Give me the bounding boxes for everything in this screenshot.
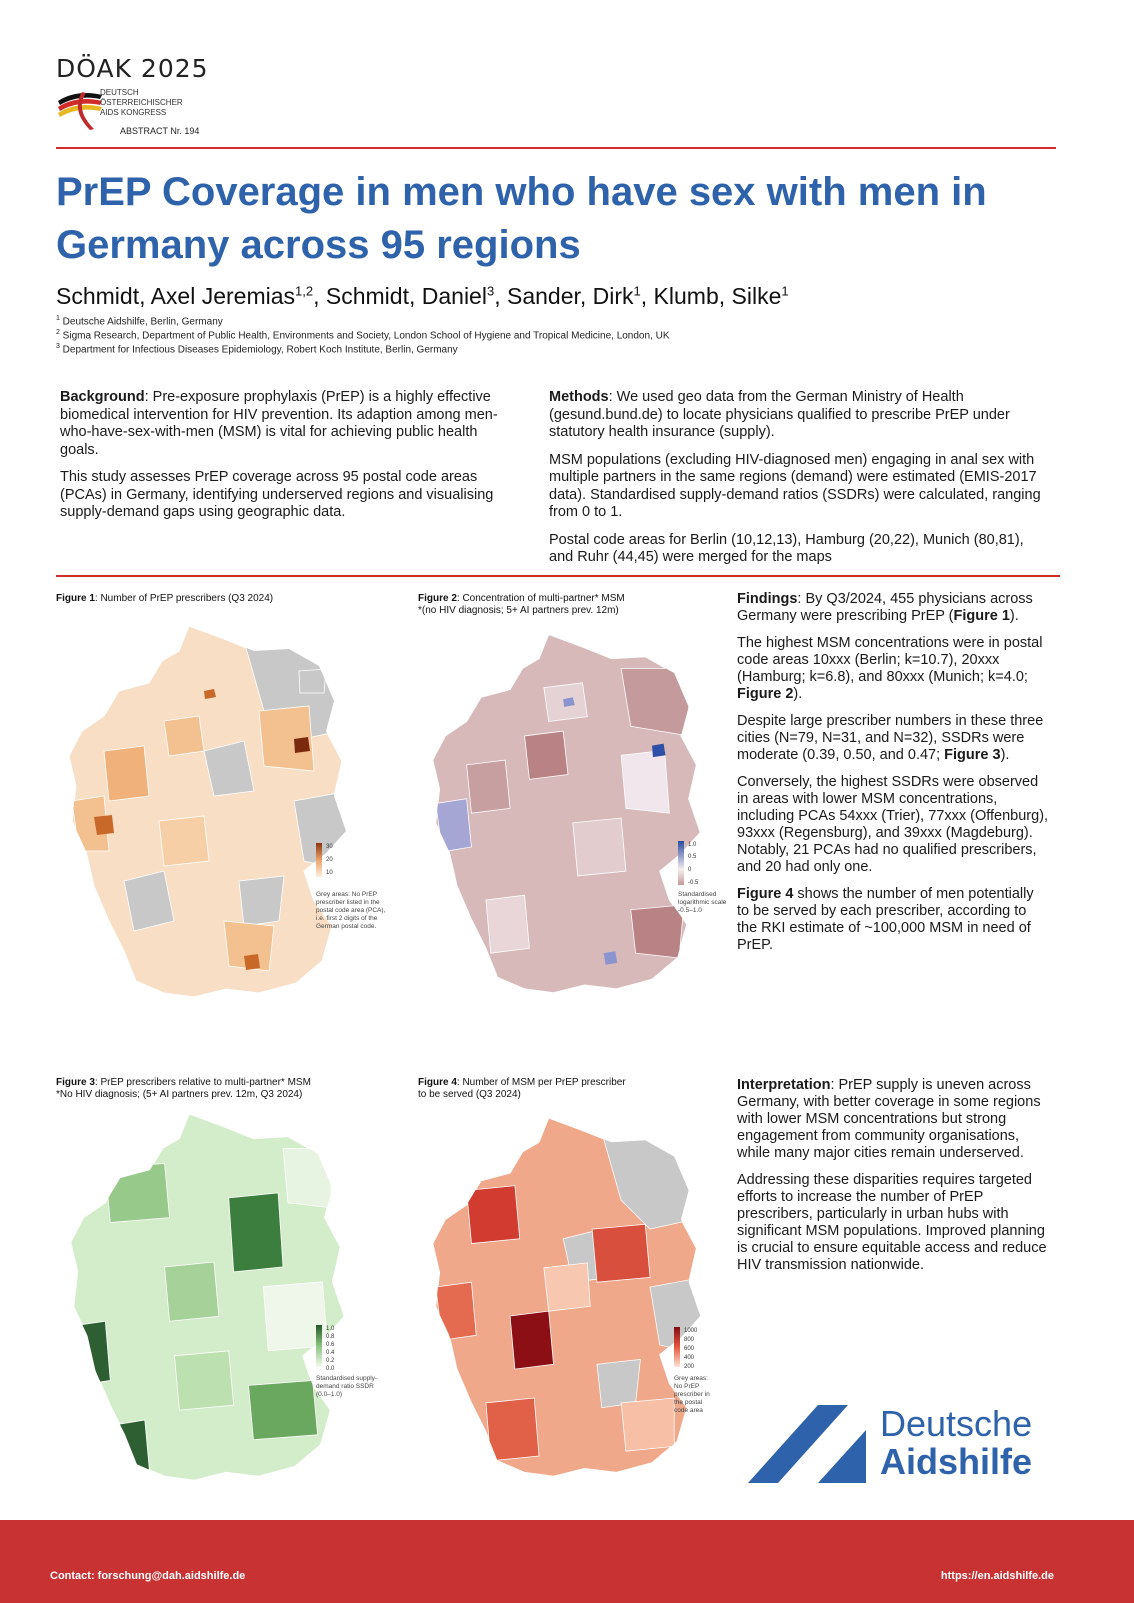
legend-tick: 400 — [684, 1355, 695, 1361]
legend-tick: 20 — [326, 857, 333, 863]
figure-1-caption: Figure 1: Number of PrEP prescribers (Q3 2024) — [56, 593, 274, 604]
figure-2 — [418, 593, 728, 1013]
germany-map-ssdr — [64, 1109, 354, 1494]
doak-logo — [56, 54, 226, 139]
findings-section: Findings: By Q3/2024, 455 physicians across Germany were prescribing PrEP (Figure 1). The highest MSM concentrations were in postal code areas 10xxx (Berlin; k=10.7), 20xxx (Hamburg; k=6.8), and 80xxx (Munich; k=4.0; Figure 2). Despite large prescriber numbers in these three cities (N=79, N=31, and N=32), SSDRs were moderate (0.39, 0.50, and 0.47; Figure 3). Conversely, the highest SSDRs were observed in areas with lower MSM concentrations, including PCAs 54xxx (Trier), 77xxx (Offenburg), 93xxx (Regensburg), and 39xxx (Magdeburg). Notably, 21 PCAs had no qualified prescribers, and 20 had only one. Figure 4 shows the number of men potentially to be served by each prescriber, according to the RKI estimate of ~100,000 MSM in need of PrEP. — [737, 591, 1049, 953]
legend-tick: 0.2 — [326, 1358, 335, 1364]
legend-tick: 10 — [326, 870, 333, 876]
figure-2-note: Standardised logarithmic scale -0.5–1.0 — [678, 891, 727, 914]
affiliation-1: $^1$ Deutsche Aidshilfe, Berlin, Germany — [56, 315, 223, 328]
poster-title: PrEP Coverage in men who have sex with men in Germany across 95 regions — [56, 170, 987, 267]
legend-tick: 0.4 — [326, 1350, 335, 1356]
germany-map-msm-per-prescriber — [428, 1109, 708, 1494]
logo-title: DÖAK 2025 — [56, 54, 209, 83]
methods-section: Methods: We used geo data from the German Ministry of Health (gesund.bund.de) to locate physicians qualified to prescribe PrEP under statutory health insurance (supply). MSM populations (excluding HIV-diagnosed men) engaging in anal sex with multiple partners in the same regions (demand) were estimated (EMIS-2017 data). Standardised supply-demand ratios (SSDRs) were calculated, ranging from 0 to 1. Postal code areas for Berlin (10,12,13), Hamburg (20,22), Munich (80,81), and Ruhr (44,45) were merged for the maps — [549, 389, 1041, 565]
dah-swoosh-icon — [748, 1405, 868, 1485]
germany-map-msm-concentration — [428, 623, 708, 1013]
figure-2-legend — [678, 841, 708, 889]
footer-bar — [0, 1520, 1134, 1603]
legend-tick: 0.5 — [688, 854, 697, 860]
interpretation-section: Interpretation: PrEP supply is uneven across Germany, with better coverage in some regions with lower MSM concentrations but strong engagement from community organisations, while many major cities remain underserved. Addressing these disparities requires targeted efforts to increase the number of PrEP prescribers, particularly in urban hubs with significant MSM populations. Improved planning is crucial to ensure equitable access and reduce HIV transmission nationwide. — [737, 1077, 1047, 1273]
legend-tick: 200 — [684, 1364, 695, 1370]
affiliation-3: $^3$ Department for Infectious Diseases Epidemiology, Robert Koch Institute, Berlin, Germany — [56, 343, 458, 356]
website-link[interactable]: https://en.aidshilfe.de — [940, 1570, 1054, 1582]
figure-4 — [418, 1077, 728, 1497]
figure-4-legend — [674, 1327, 708, 1371]
figure-2-caption: Figure 2: Concentration of multi-partner* MSM *(no HIV diagnosis; 5+ AI partners prev. 12m) — [418, 593, 625, 616]
logo-subtitle: DEUTSCH ÖSTERREICHISCHER AIDS KONGRESS — [100, 88, 183, 117]
figure-3-caption: Figure 3: PrEP prescribers relative to multi-partner* MSM *No HIV diagnosis; (5+ AI partners prev. 12m, Q3 2024) — [56, 1077, 311, 1100]
legend-tick: 600 — [684, 1346, 695, 1352]
legend-tick: 800 — [684, 1337, 695, 1343]
figure-1-note: Grey areas: No PrEP prescriber listed in the postal code area (PCA), i.e. first 2 digits of the German postal code. — [316, 891, 386, 930]
header-divider — [56, 147, 1056, 149]
background-section: Background: Pre-exposure prophylaxis (PrEP) is a highly effective biomedical intervention for HIV prevention. Its adaption among men-who-have-sex-with-men (MSM) is vital for achieving public health goals. This study assesses PrEP coverage across 95 postal code areas (PCAs) in Germany, identifying underserved regions and visualising supply-demand gaps using geographic data. — [60, 389, 498, 520]
figure-3 — [56, 1077, 406, 1497]
germany-map-prescribers — [64, 621, 354, 1011]
affiliation-2: $^2$ Sigma Research, Department of Public Health, Environments and Society, London School of Hygiene and Tropical Medicine, London, UK — [56, 329, 670, 342]
dah-wordmark: Deutsche Aidshilfe — [880, 1403, 1033, 1482]
legend-tick: 30 — [326, 844, 333, 850]
figure-3-legend — [316, 1325, 346, 1371]
figure-1-legend — [316, 843, 346, 883]
contact-email[interactable]: Contact: forschung@dah.aidshilfe.de — [50, 1570, 246, 1582]
figure-4-note: Grey areas: No PrEP prescriber in the postal code area — [674, 1375, 710, 1414]
figure-3-note: Standardised supply-demand ratio SSDR (0.0–1.0) — [316, 1375, 378, 1398]
legend-tick: 0.8 — [326, 1334, 335, 1340]
ribbon-icon — [56, 87, 106, 131]
section-divider — [56, 575, 1060, 577]
abstract-number: ABSTRACT Nr. 194 — [120, 126, 200, 136]
legend-tick: 0.0 — [326, 1366, 335, 1371]
legend-tick: 0 — [688, 867, 692, 873]
legend-tick: 0.6 — [326, 1342, 335, 1348]
legend-tick: 1.0 — [688, 842, 697, 848]
figure-1 — [56, 593, 406, 1013]
legend-tick: 1000 — [684, 1328, 698, 1334]
legend-tick: 1.0 — [326, 1326, 335, 1332]
deutsche-aidshilfe-logo — [748, 1403, 1058, 1485]
legend-tick: -0.5 — [688, 880, 699, 886]
author-list: Schmidt, Axel Jeremias$^{1,2}$, Schmidt, Daniel$^3$, Sander, Dirk$^1$, Klumb, Silke$^1$ — [56, 283, 789, 309]
figure-4-caption: Figure 4: Number of MSM per PrEP prescriber to be served (Q3 2024) — [418, 1077, 626, 1100]
